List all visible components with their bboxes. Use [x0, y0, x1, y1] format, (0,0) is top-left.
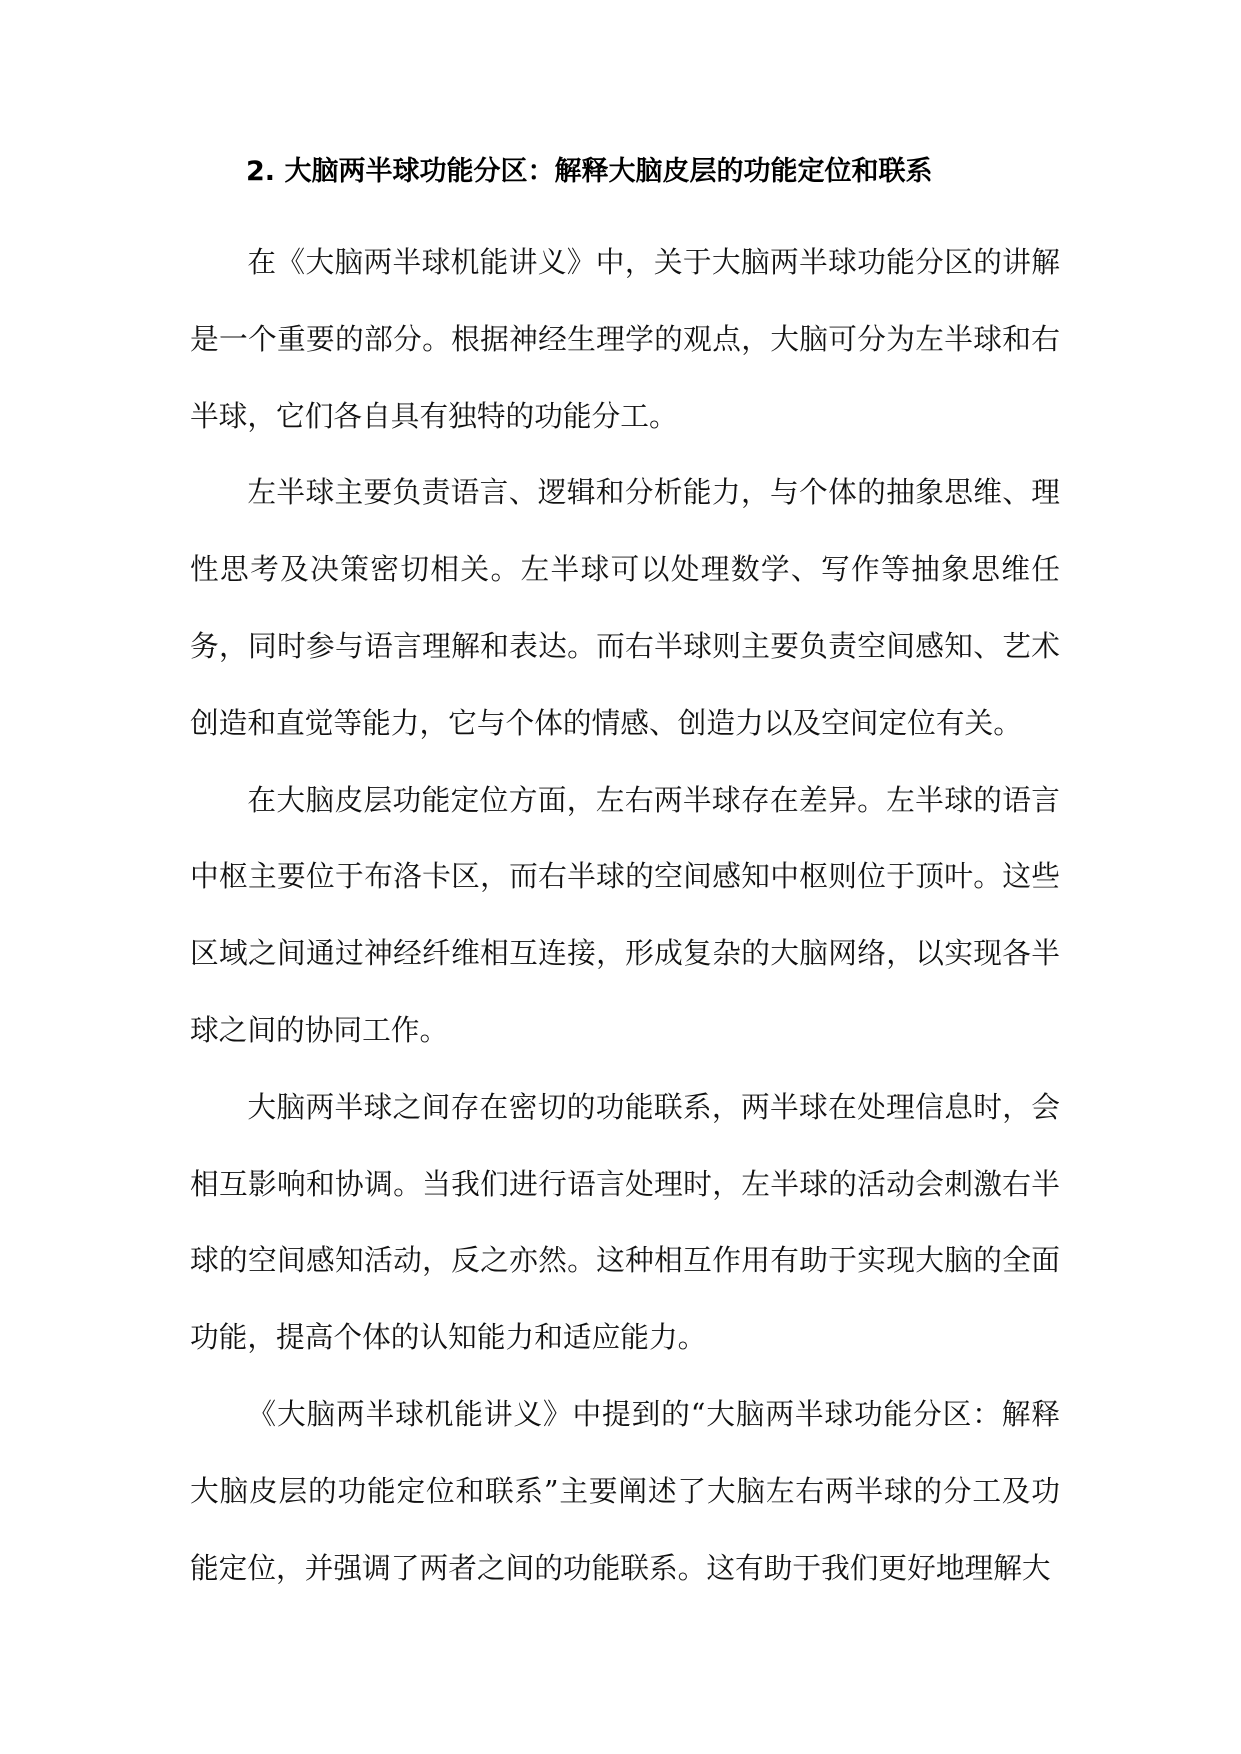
- section-heading: 2. 大脑两半球功能分区：解释大脑皮层的功能定位和联系: [246, 156, 933, 187]
- document-body: [190, 224, 1060, 1606]
- paragraph-interhemispheric-connection: 大脑两半球之间存在密切的功能联系，两半球在处理信息时，会相互影响和协调。当我们进行语言处理时，左半球的活动会刺激右半球的空间感知活动，反之亦然。这种相互作用有助于实现大脑的全面功能，提高个体的认知能力和适应能力。: [190, 1089, 1060, 1355]
- paragraph-summary: 《大脑两半球机能讲义》中提到的“大脑两半球功能分区：解释大脑皮层的功能定位和联系”主要阐述了大脑左右两半球的分工及功能定位，并强调了两者之间的功能联系。这有助于我们更好地理解大: [190, 1396, 1060, 1585]
- paragraph-cortex-localization: 在大脑皮层功能定位方面，左右两半球存在差异。左半球的语言中枢主要位于布洛卡区，而右半球的空间感知中枢则位于顶叶。这些区域之间通过神经纤维相互连接，形成复杂的大脑网络，以实现各半球之间的协同工作。: [190, 782, 1060, 1047]
- paragraph-intro: 在《大脑两半球机能讲义》中，关于大脑两半球功能分区的讲解是一个重要的部分。根据神经生理学的观点，大脑可分为左半球和右半球，它们各自具有独特的功能分工。: [190, 245, 1060, 433]
- paragraph-hemisphere-functions: 左半球主要负责语言、逻辑和分析能力，与个体的抽象思维、理性思考及决策密切相关。左半球可以处理数学、写作等抽象思维任务，同时参与语言理解和表达。而右半球则主要负责空间感知、艺术创造和直觉等能力，它与个体的情感、创造力以及空间定位有关。: [190, 475, 1060, 740]
